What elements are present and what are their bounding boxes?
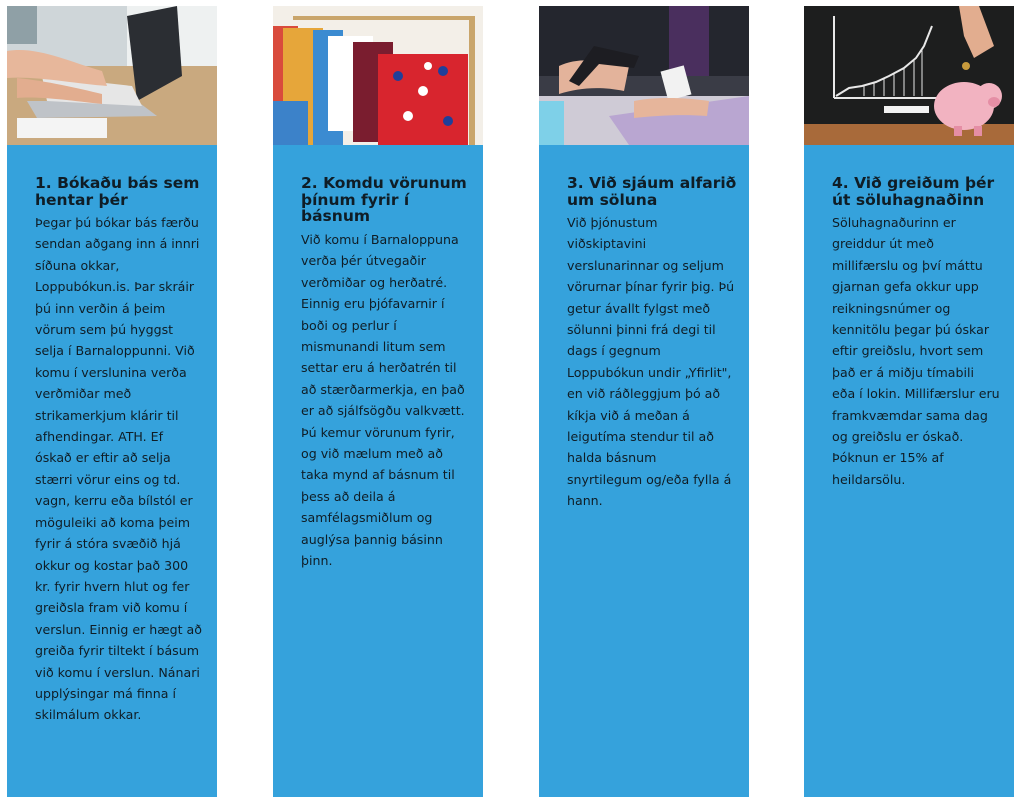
laptop-typing-photo <box>7 6 217 145</box>
step-card-4 <box>804 6 1014 797</box>
piggy-bank-photo <box>804 6 1014 145</box>
barcode-scanner-photo <box>539 6 749 145</box>
clothes-rack-photo <box>273 6 483 145</box>
laptop-typing-illustration <box>7 6 217 145</box>
step-title: 3. Við sjáum alfarið um söluna <box>567 174 737 209</box>
step-card-2 <box>273 6 483 797</box>
step-card-1 <box>7 6 217 797</box>
step-title: 4. Við greiðum þér út söluhagnaðinn <box>832 174 995 209</box>
step-title: 2. Komdu vörunum þínum fyrir í básnum <box>301 174 467 225</box>
step-body: Við komu í Barnaloppuna verða þér útvegaðir verðmiðar og herðatré. Einnig eru þjófavarnir í boði og perlur í mismunandi litum sem settar eru á herðatrén til að stærðarmerkja, en það er að sjálfsögðu valkvætt. Þú kemur vörunum fyrir, og við mælum með að taka mynd af básnum til þess að deila á samfélagsmiðlum og auglýsa þannig básinn þinn. <box>301 232 465 569</box>
step-body: Söluhagnaðurinn er greiddur út með millifærslu og því máttu gjarnan gefa okkur upp reikningsnúmer og kennitölu þegar þú óskar eftir greiðslu, hvort sem það er á miðju tímabili eða í lokin. Millifærslur eru framkvæmdar sama dag og greiðslu er óskað. Þóknun er 15% af heildarsölu. <box>832 215 1000 487</box>
barcode-scanner-illustration <box>539 6 749 145</box>
step-card-3 <box>539 6 749 797</box>
clothes-rack-illustration <box>273 6 483 145</box>
piggy-bank-illustration <box>804 6 1014 145</box>
step-title: 1. Bókaðu bás sem hentar þér <box>35 174 200 209</box>
step-body: Við þjónustum viðskiptavini verslunarinnar og seljum vörurnar þínar fyrir þig. Þú getur ávallt fylgst með sölunni þinni frá degi til dags í gegnum Loppubókun undir „Yfirlit", en við ráðleggjum þó að kíkja við á meðan á leigutíma stendur til að halda básnum snyrtilegum og/eða fylla á hann. <box>567 215 735 509</box>
step-body: Þegar þú bókar bás færðu sendan aðgang inn á innri síðuna okkar, Loppubókun.is. Þar skráir þú inn verðin á þeim vörum sem þú hyggst selja í Barnaloppunni. Við komu í verslunina verða verðmiðar með strikamerkjum klárir til afhendingar. ATH. Ef óskað er eftir að selja stærri vörur eins og td. vagn, kerru eða bílstól er möguleiki að koma þeim fyrir á stóra svæðið hjá okkur og kostar það 300 kr. fyrir hvern hlut og fer greiðsla fram við komu í verslun. Einnig er hægt að greiða fyrir tiltekt í básum við komu í verslun. Nánari upplýsingar má finna í skilmálum okkar. <box>35 215 202 723</box>
